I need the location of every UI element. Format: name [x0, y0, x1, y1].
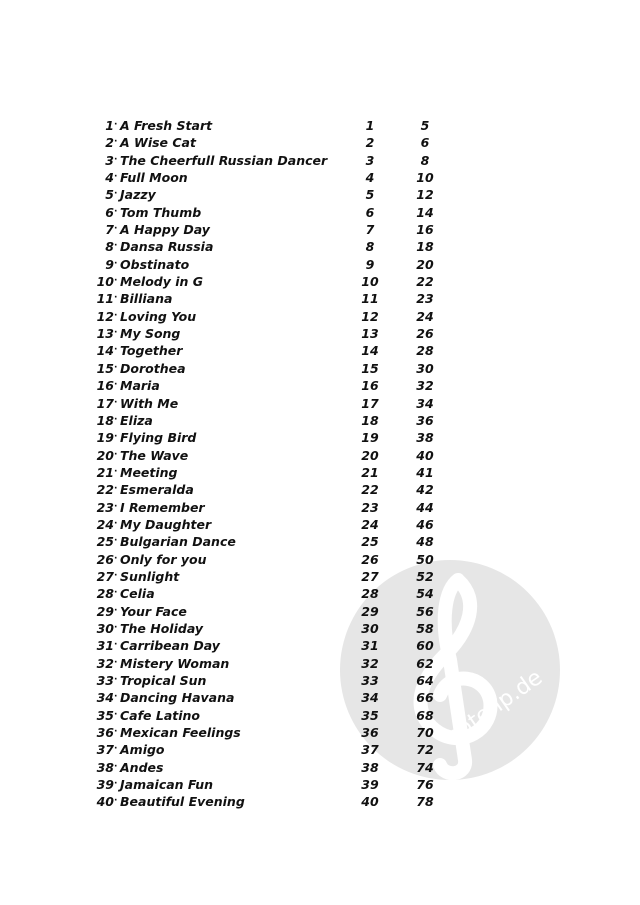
toc-row [0, 238, 640, 255]
item-page-second: 66 [416, 690, 434, 706]
toc-row [0, 256, 640, 273]
item-page-first: 24 [361, 516, 379, 532]
item-number: 27 [96, 568, 114, 584]
item-page-first: 4 [365, 170, 375, 186]
toc-row [0, 724, 640, 741]
toc-row [0, 464, 640, 481]
item-page-second: 70 [416, 725, 434, 741]
item-page-first: 31 [361, 638, 379, 654]
table-of-contents [0, 117, 640, 811]
item-page-first: 15 [361, 360, 379, 376]
toc-row [0, 499, 640, 516]
item-number: 18 [96, 412, 114, 428]
item-page-first: 26 [361, 551, 379, 567]
item-page-second: 30 [416, 360, 434, 376]
item-page-second: 40 [416, 447, 434, 463]
item-page-first: 14 [361, 343, 379, 359]
item-title: Maria [120, 378, 160, 394]
item-page-first: 20 [361, 447, 379, 463]
item-number: 28 [96, 586, 114, 602]
item-page-first: 23 [361, 499, 379, 515]
toc-row [0, 516, 640, 533]
item-page-second: 64 [416, 673, 434, 688]
item-page-second: 18 [416, 239, 434, 255]
item-title: Carribean Day [120, 638, 220, 654]
item-page-second: 22 [416, 274, 434, 290]
number-separator: · [114, 727, 118, 738]
item-page-first: 10 [361, 274, 379, 290]
item-title: Only for you [120, 551, 207, 567]
item-page-second: 44 [416, 499, 434, 515]
item-title: Sunlight [120, 568, 180, 584]
item-page-second: 16 [416, 222, 434, 238]
item-page-second: 24 [416, 308, 434, 324]
number-separator: · [114, 449, 118, 460]
number-separator: · [114, 466, 118, 477]
toc-row [0, 325, 640, 342]
number-separator: · [114, 172, 118, 183]
number-separator: · [114, 779, 118, 790]
item-page-first: 35 [361, 707, 379, 723]
item-page-first: 40 [361, 794, 379, 810]
item-page-second: 60 [416, 638, 434, 654]
item-number: 10 [96, 274, 114, 290]
item-number: 39 [96, 777, 114, 793]
item-number: 36 [96, 725, 114, 741]
toc-row [0, 117, 640, 134]
toc-row [0, 637, 640, 654]
toc-row [0, 152, 640, 169]
toc-row [0, 533, 640, 550]
item-page-first: 28 [361, 586, 379, 602]
number-separator: · [114, 380, 118, 391]
number-separator: · [114, 362, 118, 373]
item-page-first: 1 [365, 118, 375, 133]
item-page-first: 22 [361, 482, 379, 498]
item-number: 25 [96, 534, 114, 550]
number-separator: · [114, 328, 118, 339]
number-separator: · [114, 432, 118, 443]
number-separator: · [114, 796, 118, 807]
item-number: 11 [96, 291, 114, 307]
toc-row [0, 169, 640, 186]
number-separator: · [114, 345, 118, 356]
item-page-first: 11 [361, 291, 379, 307]
item-page-second: 41 [416, 464, 434, 480]
item-title: A Wise Cat [120, 135, 196, 151]
item-page-second: 20 [416, 256, 434, 272]
item-page-first: 12 [361, 308, 379, 324]
item-number: 12 [96, 308, 114, 324]
item-page-first: 32 [361, 655, 379, 671]
item-number: 34 [96, 690, 114, 706]
item-number: 14 [96, 343, 114, 359]
item-title: Jazzy [120, 187, 156, 203]
item-page-first: 5 [365, 187, 375, 203]
item-page-first: 9 [365, 256, 375, 272]
toc-row [0, 568, 640, 585]
toc-row [0, 308, 640, 325]
toc-row [0, 793, 640, 810]
item-number: 13 [96, 326, 114, 342]
item-number: 32 [96, 655, 114, 671]
item-page-first: 30 [361, 620, 379, 636]
item-page-first: 16 [361, 378, 379, 394]
item-number: 7 [105, 222, 114, 238]
item-title: Meeting [120, 464, 178, 480]
toc-row [0, 290, 640, 307]
item-page-second: 78 [416, 794, 434, 810]
item-title: Together [120, 343, 183, 359]
toc-row [0, 186, 640, 203]
item-page-first: 19 [361, 430, 379, 446]
item-page-second: 34 [416, 395, 434, 411]
number-separator: · [114, 536, 118, 547]
item-page-second: 72 [416, 742, 434, 758]
item-page-second: 56 [416, 603, 434, 619]
number-separator: · [114, 675, 118, 685]
toc-row [0, 689, 640, 706]
item-title: Mistery Woman [120, 655, 230, 671]
item-number: 21 [96, 464, 114, 480]
number-separator: · [114, 120, 118, 130]
item-number: 30 [96, 620, 114, 636]
item-page-second: 6 [420, 135, 430, 151]
item-title: Flying Bird [120, 430, 197, 446]
item-title: Amigo [120, 742, 165, 758]
toc-row [0, 134, 640, 151]
number-separator: · [114, 258, 118, 269]
number-separator: · [114, 137, 118, 148]
item-page-first: 33 [361, 673, 379, 688]
number-separator: · [114, 744, 118, 755]
number-separator: · [114, 276, 118, 287]
item-page-first: 17 [361, 395, 379, 411]
item-page-first: 38 [361, 759, 379, 775]
item-number: 3 [105, 152, 114, 168]
item-title: Eliza [120, 412, 153, 428]
item-title: A Fresh Start [120, 118, 213, 133]
number-separator: · [114, 588, 118, 599]
item-page-second: 50 [416, 551, 434, 567]
item-title: Obstinato [120, 256, 190, 272]
item-number: 35 [96, 707, 114, 723]
item-page-second: 14 [416, 204, 434, 220]
item-page-second: 74 [416, 759, 434, 775]
item-number: 15 [96, 360, 114, 376]
item-page-second: 62 [416, 655, 434, 671]
item-page-first: 25 [361, 534, 379, 550]
item-number: 23 [96, 499, 114, 515]
item-page-second: 76 [416, 777, 434, 793]
number-separator: · [114, 640, 118, 651]
number-separator: · [114, 761, 118, 772]
item-title: The Cheerfull Russian Dancer [120, 152, 328, 168]
item-title: Dorothea [120, 360, 186, 376]
toc-row [0, 481, 640, 498]
item-title: Tropical Sun [120, 673, 207, 688]
number-separator: · [114, 414, 118, 425]
number-separator: · [114, 622, 118, 633]
item-page-first: 7 [365, 222, 375, 238]
item-page-second: 38 [416, 430, 434, 446]
item-title: My Daughter [120, 516, 212, 532]
item-title: Full Moon [120, 170, 188, 186]
item-page-first: 34 [361, 690, 379, 706]
item-title: I Remember [120, 499, 205, 515]
number-separator: · [114, 692, 118, 703]
item-page-first: 36 [361, 725, 379, 741]
item-page-second: 12 [416, 187, 434, 203]
item-number: 26 [96, 551, 114, 567]
item-title: Beautiful Evening [120, 794, 245, 810]
item-page-second: 52 [416, 568, 434, 584]
item-page-second: 48 [416, 534, 434, 550]
number-separator: · [114, 518, 118, 529]
item-page-second: 58 [416, 620, 434, 636]
item-page-second: 5 [420, 118, 430, 133]
item-number: 29 [96, 603, 114, 619]
item-number: 19 [96, 430, 114, 446]
item-number: 16 [96, 378, 114, 394]
item-title: The Holiday [120, 620, 204, 636]
number-separator: · [114, 501, 118, 512]
item-page-second: 32 [416, 378, 434, 394]
item-title: Dansa Russia [120, 239, 214, 255]
toc-row [0, 620, 640, 637]
number-separator: · [114, 206, 118, 217]
item-number: 37 [96, 742, 114, 758]
item-page-second: 54 [416, 586, 434, 602]
item-number: 2 [105, 135, 114, 151]
item-title: The Wave [120, 447, 189, 463]
item-page-second: 26 [416, 326, 434, 342]
item-number: 9 [105, 256, 114, 272]
item-number: 38 [96, 759, 114, 775]
item-page-second: 28 [416, 343, 434, 359]
toc-row [0, 429, 640, 446]
toc-row [0, 655, 640, 672]
toc-row [0, 603, 640, 620]
item-number: 20 [96, 447, 114, 463]
item-title: Mexican Feelings [120, 725, 241, 741]
number-separator: · [114, 605, 118, 616]
item-page-first: 27 [361, 568, 379, 584]
item-title: Andes [120, 759, 164, 775]
number-separator: · [114, 224, 118, 235]
toc-row [0, 395, 640, 412]
item-page-first: 29 [361, 603, 379, 619]
toc-row [0, 776, 640, 793]
number-separator: · [114, 553, 118, 564]
item-page-first: 18 [361, 412, 379, 428]
item-title: Celia [120, 586, 155, 602]
number-separator: · [114, 310, 118, 321]
toc-row [0, 273, 640, 290]
toc-row [0, 707, 640, 724]
item-title: Billiana [120, 291, 173, 307]
toc-row [0, 412, 640, 429]
item-title: My Song [120, 326, 181, 342]
number-separator: · [114, 484, 118, 495]
number-separator: · [114, 154, 118, 165]
toc-row [0, 204, 640, 221]
item-number: 24 [96, 516, 114, 532]
toc-row [0, 221, 640, 238]
item-title: Loving You [120, 308, 197, 324]
toc-row [0, 342, 640, 359]
item-number: 40 [96, 794, 114, 810]
item-page-first: 13 [361, 326, 379, 342]
item-page-first: 39 [361, 777, 379, 793]
toc-row [0, 447, 640, 464]
item-title: A Happy Day [120, 222, 210, 238]
toc-row [0, 360, 640, 377]
toc-row [0, 377, 640, 394]
item-page-first: 6 [365, 204, 375, 220]
number-separator: · [114, 657, 118, 668]
item-number: 22 [96, 482, 114, 498]
item-page-second: 8 [420, 152, 430, 168]
number-separator: · [114, 189, 118, 200]
item-page-first: 8 [365, 239, 375, 255]
item-page-first: 3 [365, 152, 375, 168]
item-page-first: 2 [365, 135, 375, 151]
toc-row [0, 672, 640, 689]
item-title: Esmeralda [120, 482, 194, 498]
item-page-second: 42 [416, 482, 434, 498]
item-number: 8 [105, 239, 114, 255]
toc-row [0, 759, 640, 776]
item-page-second: 10 [416, 170, 434, 186]
item-number: 1 [105, 118, 114, 133]
item-title: Melody in G [120, 274, 204, 290]
toc-row [0, 551, 640, 568]
item-title: Bulgarian Dance [120, 534, 236, 550]
item-number: 6 [105, 204, 114, 220]
number-separator: · [114, 241, 118, 252]
item-title: Tom Thumb [120, 204, 202, 220]
toc-row [0, 741, 640, 758]
watermark-text: notenp.de [441, 665, 548, 750]
number-separator: · [114, 570, 118, 581]
item-page-second: 23 [416, 291, 434, 307]
number-separator: · [114, 293, 118, 304]
item-title: Cafe Latino [120, 707, 201, 723]
item-page-second: 46 [416, 516, 434, 532]
item-number: 31 [96, 638, 114, 654]
toc-row [0, 585, 640, 602]
number-separator: · [114, 709, 118, 720]
item-title: Dancing Havana [120, 690, 235, 706]
item-number: 4 [105, 170, 114, 186]
item-number: 5 [105, 187, 114, 203]
item-title: Your Face [120, 603, 187, 619]
item-page-first: 21 [361, 464, 379, 480]
item-title: With Me [120, 395, 179, 411]
item-number: 17 [96, 395, 114, 411]
item-page-first: 37 [361, 742, 379, 758]
item-page-second: 68 [416, 707, 434, 723]
number-separator: · [114, 397, 118, 408]
item-page-second: 36 [416, 412, 434, 428]
item-title: Jamaican Fun [120, 777, 214, 793]
item-number: 33 [96, 673, 114, 688]
